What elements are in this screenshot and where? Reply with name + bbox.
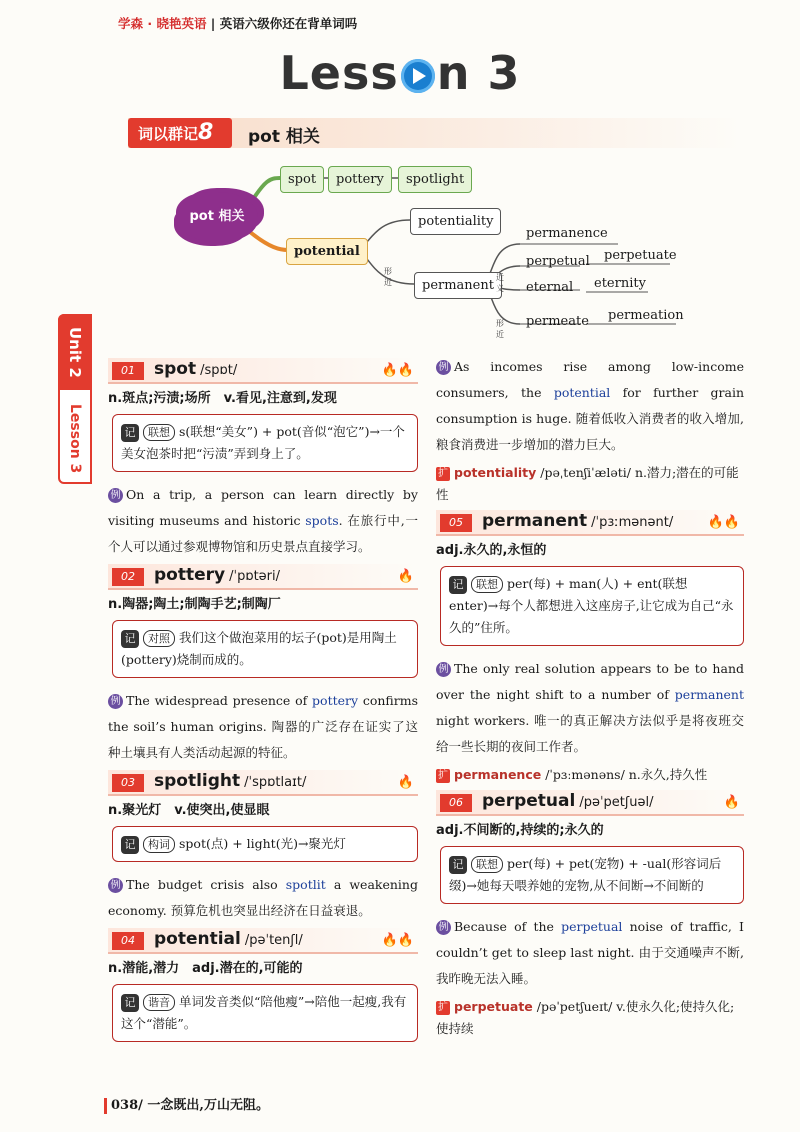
rel-near: 形近: [384, 267, 392, 287]
memory-box: [112, 414, 418, 472]
entry-word: permanent /ˈpɜːmənənt/: [482, 511, 674, 531]
example-icon: 例: [436, 662, 451, 677]
memory-box: [112, 984, 418, 1042]
entry-head: [108, 358, 418, 384]
entry-perpetual: [436, 790, 744, 1040]
mm-eternity: eternity: [594, 276, 646, 291]
example: 例 The widespread presence of pottery confirms the soil’s human origins. 陶器的广泛存在证实了这种土壤具有人类活动起源的特征。: [108, 693, 418, 760]
example-potential: 例 As incomes rise among low-income consumers, the potential for further grain consumption is huge. 随着低收入消费者的收入增加,粮食消费进一步增加的潜力巨大。: [436, 359, 745, 452]
entry-word: spot /spɒt/: [154, 359, 238, 379]
entry-num: 01: [112, 362, 144, 380]
keyword: spotlit: [285, 877, 326, 892]
brand: 学森 · 晓艳英语: [118, 16, 207, 31]
memory-box: [112, 620, 418, 678]
entry-pottery: [108, 564, 418, 766]
memory-icon: 记: [121, 836, 139, 854]
memory-tag: 联想: [471, 856, 503, 873]
extension: 扩 potentiality /pəˌtenʃiˈæləti/ n.潜力;潜在的可能性: [436, 465, 739, 502]
node-potentiality: potentiality: [410, 208, 501, 235]
entry-spotlight: [108, 770, 418, 924]
entry-head: [108, 564, 418, 590]
example-icon: 例: [108, 694, 123, 709]
keyword: permanent: [674, 687, 744, 702]
page-number: 038/: [111, 1098, 143, 1113]
entry-def: adj.不间断的,持续的;永久的: [436, 823, 604, 838]
node-permanent: permanent: [414, 272, 502, 299]
memory-box: [112, 826, 418, 862]
memory-tag: 联想: [471, 576, 503, 593]
example: 例 The only real solution appears to be to hand over the night shift to a number of permanent night workers. 唯一的真正解决方法似乎是将夜班交给一些长期的夜间工作者。: [436, 661, 744, 754]
keyword: perpetual: [561, 919, 623, 934]
entry-num: 05: [440, 514, 472, 532]
group-tag-num: 8: [198, 120, 214, 145]
left-column: [108, 354, 418, 1052]
extension-icon: 扩: [438, 769, 448, 781]
fire-icon: 🔥: [397, 569, 414, 584]
example: 例 The budget crisis also spotlit a weakening economy. 预算危机也突显出经济在日益衰退。: [108, 877, 418, 918]
memory-icon: 记: [121, 424, 139, 442]
memory-icon: 记: [121, 994, 139, 1012]
memory-tag: 构词: [143, 836, 175, 853]
header-sep: |: [206, 16, 220, 31]
mm-perpetual: perpetual: [526, 254, 590, 269]
lesson-title-a: Less: [279, 46, 399, 100]
mm-permeation: permeation: [608, 308, 684, 323]
example: 例 On a trip, a person can learn directly by visiting museums and historic spots. 在旅行中,一个人可以通过参观博物馆和历史景点直接学习。: [108, 487, 419, 554]
keyword: spots: [305, 513, 339, 528]
extension-icon: 扩: [438, 1001, 448, 1013]
side-tab[interactable]: [58, 314, 92, 484]
entry-spot: [108, 358, 418, 560]
memory-tag: 联想: [143, 424, 175, 441]
fire-icon: 🔥: [397, 775, 414, 790]
side-unit: Unit 2: [58, 314, 92, 390]
entry-def: n.陶器;陶土;制陶手艺;制陶厂: [108, 597, 281, 612]
footer-bar: [104, 1098, 107, 1114]
group-tag-text: 词以群记: [138, 125, 199, 143]
memory-text: per(每) + man(人) + ent(联想enter)→每个人都想进入这座房子,让它成为自己“永久的”住所。: [449, 576, 734, 635]
example: 例 Because of the perpetual noise of traffic, I couldn’t get to sleep last night. 由于交通噪声不断,我昨晚无法入睡。: [436, 919, 744, 986]
header: [118, 14, 357, 32]
example-icon: 例: [108, 878, 123, 893]
node-spot: spot: [280, 166, 324, 193]
group-tag: [128, 118, 232, 148]
entry-num: 03: [112, 774, 144, 792]
group-topic: pot 相关: [248, 127, 320, 147]
node-spotlight: spotlight: [398, 166, 472, 193]
memory-text: s(联想“美女”) + pot(音似“泡它”)→一个美女泡茶时把“污渍”弄到身上了。: [121, 424, 405, 461]
lesson-title: [0, 46, 800, 100]
side-lesson: Lesson 3: [67, 404, 83, 474]
entry-num: 06: [440, 794, 472, 812]
memory-icon: 记: [121, 630, 139, 648]
memory-text: 我们这个做泡菜用的坛子(pot)是用陶土(pottery)烧制而成的。: [121, 630, 397, 667]
example-icon: 例: [436, 360, 451, 375]
mind-map-center: pot 相关: [176, 192, 258, 242]
extension-icon: 扩: [438, 467, 448, 479]
memory-icon: 记: [449, 856, 467, 874]
memory-text: 单词发音类似“陪他瘦”→陪他一起瘦,我有这个“潜能”。: [121, 994, 407, 1031]
memory-tag: 谐音: [143, 994, 175, 1011]
footer-motto: 一念既出,万山无阻。: [147, 1098, 269, 1113]
entry-word: spotlight /ˈspɒtlaɪt/: [154, 771, 307, 791]
keyword: potential: [553, 385, 611, 400]
right-column: [436, 354, 744, 1044]
rel-syn: 近义: [496, 273, 504, 293]
entry-head: [108, 928, 418, 954]
fire-icon: 🔥🔥: [381, 933, 414, 948]
extension: 扩 perpetuate /pəˈpetʃueɪt/ v.使永久化;使持久化;使持续: [436, 999, 735, 1036]
memory-text: spot(点) + light(光)→聚光灯: [179, 836, 346, 851]
entry-def: n.潜能,潜力 adj.潜在的,可能的: [108, 961, 303, 976]
entry-head: [436, 510, 744, 536]
entry-num: 04: [112, 932, 144, 950]
mm-permanence: permanence: [526, 226, 608, 241]
footer: [104, 1094, 269, 1114]
memory-tag: 对照: [143, 630, 175, 647]
header-title: 英语六级你还在背单词吗: [219, 16, 358, 31]
lesson-title-b: n 3: [436, 46, 521, 100]
keyword: pottery: [312, 693, 359, 708]
entry-head: [436, 790, 744, 816]
mm-perpetuate: perpetuate: [604, 248, 677, 263]
fire-icon: 🔥: [723, 795, 740, 810]
node-pottery: pottery: [328, 166, 392, 193]
memory-text: per(每) + pet(宠物) + -ual(形容词后缀)→她每天喂养她的宠物,从不间断→不间断的: [449, 856, 722, 893]
example-icon: 例: [108, 488, 123, 503]
entry-word: perpetual /pəˈpetʃuəl/: [482, 791, 654, 811]
entry-permanent: [436, 510, 744, 786]
mm-eternal: eternal: [526, 280, 574, 295]
fire-icon: 🔥🔥: [707, 515, 740, 530]
entry-word: pottery /ˈpɒtəri/: [154, 565, 280, 585]
play-icon[interactable]: [401, 59, 435, 93]
entry-head: [108, 770, 418, 796]
entry-potential: [108, 928, 418, 1042]
mm-permeate: permeate: [526, 314, 589, 329]
extension: 扩 permanence /ˈpɜːmənəns/ n.永久,持久性: [438, 767, 708, 782]
entry-num: 02: [112, 568, 144, 586]
node-potential: potential: [286, 238, 368, 265]
memory-box: [440, 846, 744, 904]
example-icon: 例: [436, 920, 451, 935]
entry-def: n.聚光灯 v.使突出,使显眼: [108, 803, 270, 818]
memory-box: [440, 566, 744, 646]
entry-def: adj.永久的,永恒的: [436, 543, 547, 558]
memory-icon: 记: [449, 576, 467, 594]
rel-near2: 形近: [496, 319, 504, 339]
entry-word: potential /pəˈtenʃl/: [154, 929, 303, 949]
entry-def: n.斑点;污渍;场所 v.看见,注意到,发现: [108, 391, 337, 406]
fire-icon: 🔥🔥: [381, 363, 414, 378]
